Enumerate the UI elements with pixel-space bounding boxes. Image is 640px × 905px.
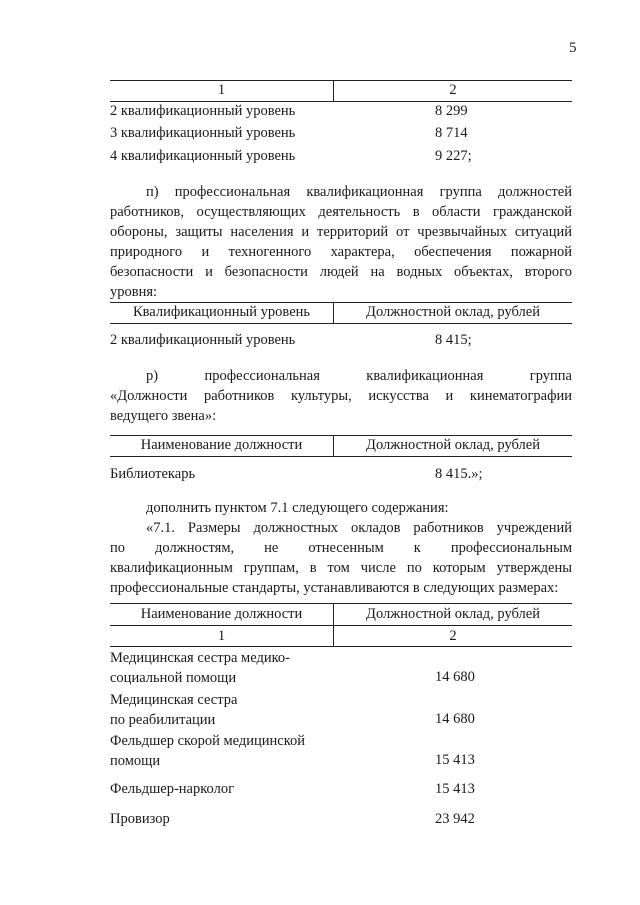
table3-header [110,435,572,457]
table4-col1-number: 1 [217,628,226,644]
paragraph-r [110,366,572,426]
row-value: 8 415; [435,332,472,348]
row-value: 23 942 [435,811,475,827]
paragraph-line: по должностям, не отнесенным к профессиональным [110,540,572,556]
table4-col1-header: Наименование должности [140,606,303,622]
table-row [110,464,572,484]
table2-header [110,302,572,324]
paragraph-line: уровня: [110,284,158,300]
row-label: 4 квалификационный уровень [110,148,296,164]
row-value: 8 299 [435,103,468,119]
row-value: 8 415.»; [435,466,483,482]
table-row [110,809,572,829]
page-number: 5 [569,40,577,56]
table-row [110,731,572,771]
paragraph-line: профессиональные стандарты, устанавливаются в следующих размерах: [110,580,559,596]
row-label: Провизор [110,811,170,827]
table2-col1-header: Квалификационный уровень [110,302,334,324]
row-label: Библиотекарь [110,466,196,482]
row-label: Медицинская сестра медико-социальной помощи [110,650,290,686]
row-value: 14 680 [435,669,475,685]
table-row [110,330,572,350]
table4-col2-number: 2 [449,628,457,644]
paragraph-p [110,182,572,302]
table-row [110,779,572,799]
row-label: 2 квалификационный уровень [110,332,296,348]
paragraph-line: ведущего звена»: [110,408,217,424]
table4-col2-header: Должностной оклад, рублей [366,606,540,622]
table1-header [110,80,572,102]
paragraph-addition [110,498,572,598]
row-label: Медицинская сестра по реабилитации [110,692,238,728]
table2-col2-header: Должностной оклад, рублей [366,304,540,320]
row-value: 9 227; [435,148,472,164]
row-value: 8 714 [435,125,468,141]
table4-header [110,603,572,647]
paragraph-line: п) профессиональная квалификационная группа должностей [146,184,572,200]
paragraph-line: дополнить пунктом 7.1 следующего содержания: [146,500,449,516]
row-value: 15 413 [435,752,475,768]
row-label: Фельдшер скорой медицинской помощи [110,733,306,769]
table3-col2-header: Должностной оклад, рублей [366,437,540,453]
row-value: 15 413 [435,781,475,797]
table-row [110,123,572,143]
table-row [110,648,572,688]
table3-col1-header: Наименование должности [110,435,334,457]
row-label: 2 квалификационный уровень [110,103,296,119]
table-row [110,690,572,730]
paragraph-line: р) профессиональная квалификационная группа [146,368,572,384]
row-label: Фельдшер-нарколог [110,781,235,797]
row-label: 3 квалификационный уровень [110,125,296,141]
paragraph-line: работников, осуществляющих деятельность в области гражданской [110,204,572,220]
paragraph-line: безопасности и безопасности людей на водных объектах, второго [110,264,572,280]
paragraph-line: «Должности работников культуры, искусства и кинематографии [110,388,572,404]
table1-col1-header: 1 [110,80,334,102]
paragraph-line: «7.1. Размеры должностных окладов работников учреждений [146,520,572,536]
paragraph-line: природного и техногенного характера, обеспечения пожарной [110,244,572,260]
table-row [110,146,572,166]
paragraph-line: обороны, защиты населения и территорий от чрезвычайных ситуаций [110,224,572,240]
table1-col2-header: 2 [449,82,457,98]
paragraph-line: квалификационным группам, в том числе по которым утверждены [110,560,572,576]
row-value: 14 680 [435,711,475,727]
table-row [110,101,572,121]
